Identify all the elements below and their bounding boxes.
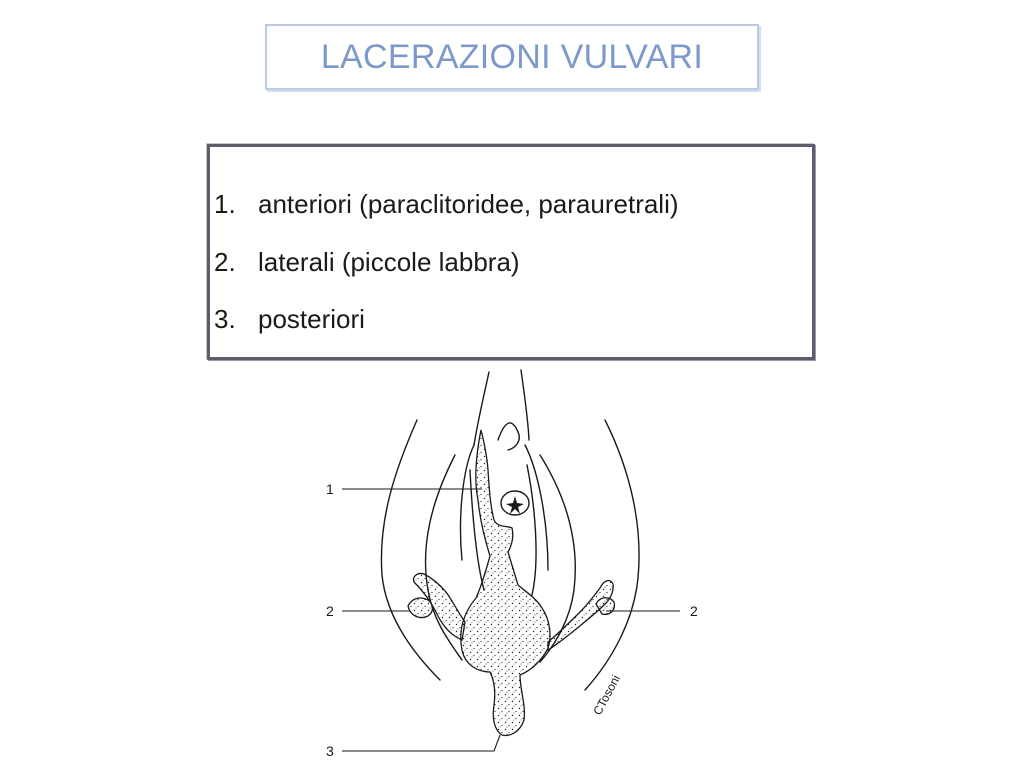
list-item-number: 1. (214, 189, 236, 219)
slide-title: LACERAZIONI VULVARI (320, 37, 704, 76)
label-2-right: 2 (690, 603, 698, 619)
list-item-number: 3. (214, 304, 236, 334)
urethral-meatus (501, 491, 529, 515)
label-1: 1 (326, 481, 334, 497)
list-item-text: anteriori (paraclitoridee, parauretrali) (258, 189, 679, 219)
leader-line-3 (342, 735, 500, 751)
list-item-number: 2. (214, 247, 236, 277)
label-3: 3 (326, 743, 334, 759)
artist-signature: CTosoni (590, 672, 624, 718)
laceration-areas (408, 430, 614, 735)
list-item-text: laterali (piccole labbra) (258, 247, 520, 277)
list-item-text: posteriori (258, 304, 365, 334)
label-2-left: 2 (326, 603, 334, 619)
